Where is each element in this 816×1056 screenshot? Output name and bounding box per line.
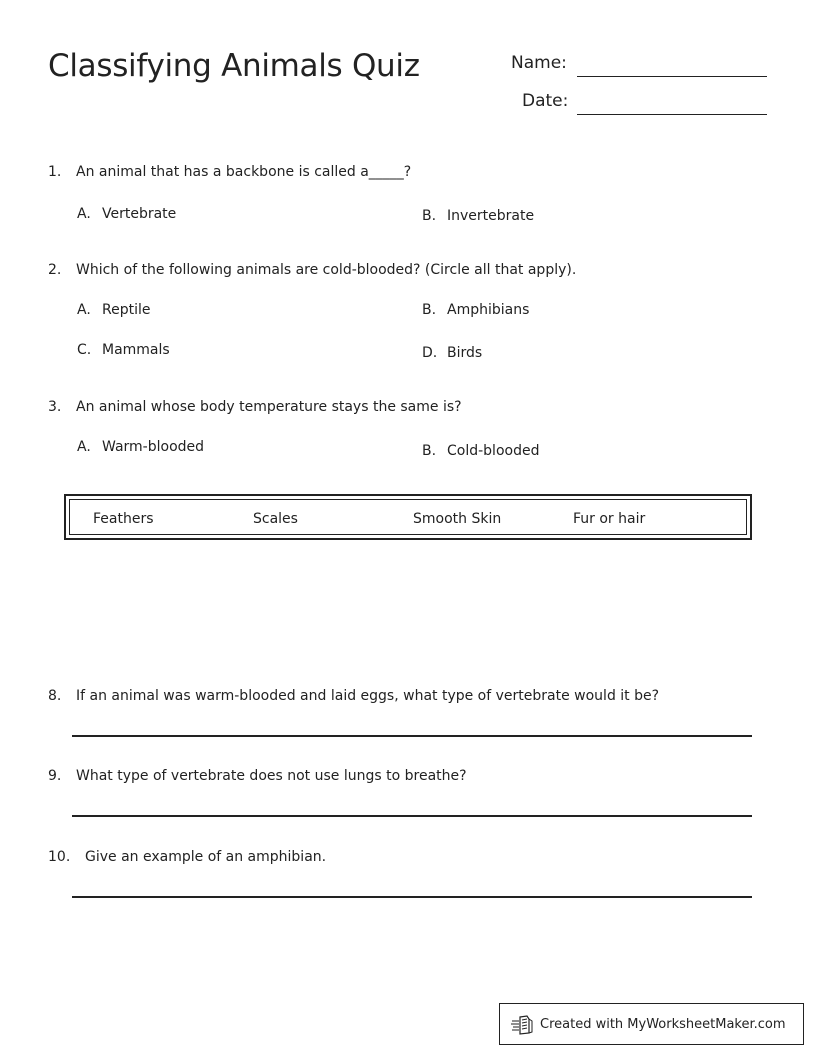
name-line[interactable] [577,76,767,77]
question-2 [48,262,576,278]
word-bank-inner-border [69,499,747,535]
credit-text[interactable]: Created with MyWorksheetMaker.com [540,1017,786,1032]
question-8 [48,688,659,704]
word-bank-item: Fur or hair [573,511,646,527]
question-2-option-d[interactable] [422,345,482,361]
option-letter: B. [422,208,437,224]
option-letter: B. [422,443,437,459]
question-2-option-c[interactable] [77,342,170,358]
word-bank-item: Feathers [93,511,154,527]
option-letter: C. [77,342,92,358]
question-10 [48,849,326,865]
option-text: Warm-blooded [102,439,205,455]
answer-line-10[interactable] [72,896,752,898]
option-text: Cold-blooded [447,443,540,459]
word-bank [64,494,752,540]
question-text: Which of the following animals are cold-blooded? (Circle all that apply). [76,262,577,278]
question-3-option-b[interactable] [422,443,539,459]
question-number: 1. [48,164,62,180]
question-2-option-a[interactable] [77,302,150,318]
option-text: Vertebrate [102,206,177,222]
date-line[interactable] [577,114,767,115]
question-number: 8. [48,688,62,704]
question-text: If an animal was warm-blooded and laid eggs, what type of vertebrate would it be? [76,688,660,704]
option-text: Mammals [102,342,170,358]
word-bank-item: Scales [253,511,298,527]
answer-line-8[interactable] [72,735,752,737]
name-label: Name: [511,53,567,73]
date-label: Date: [522,91,569,111]
credit-badge[interactable] [499,1003,804,1045]
question-number: 3. [48,399,62,415]
question-1 [48,164,411,180]
option-text: Reptile [102,302,151,318]
question-3-option-a[interactable] [77,439,204,455]
option-letter: D. [422,345,438,361]
worksheet-maker-logo-icon [511,1015,535,1039]
option-letter: A. [77,439,91,455]
option-letter: A. [77,302,91,318]
question-2-option-b[interactable] [422,302,529,318]
question-number: 9. [48,768,62,784]
question-1-option-a[interactable] [77,206,176,222]
option-text: Birds [447,345,483,361]
option-text: Invertebrate [447,208,535,224]
question-1-option-b[interactable] [422,208,534,224]
question-text: What type of vertebrate does not use lungs to breathe? [76,768,467,784]
question-text: An animal whose body temperature stays the same is? [76,399,462,415]
question-number: 10. [48,849,71,865]
option-text: Amphibians [447,302,530,318]
question-text: An animal that has a backbone is called a_____? [76,164,412,180]
answer-line-9[interactable] [72,815,752,817]
word-bank-item: Smooth Skin [413,511,502,527]
question-number: 2. [48,262,62,278]
question-text: Give an example of an amphibian. [85,849,327,865]
question-9 [48,768,467,784]
page-title: Classifying Animals Quiz [48,48,420,84]
question-3 [48,399,462,415]
option-letter: B. [422,302,437,318]
option-letter: A. [77,206,91,222]
